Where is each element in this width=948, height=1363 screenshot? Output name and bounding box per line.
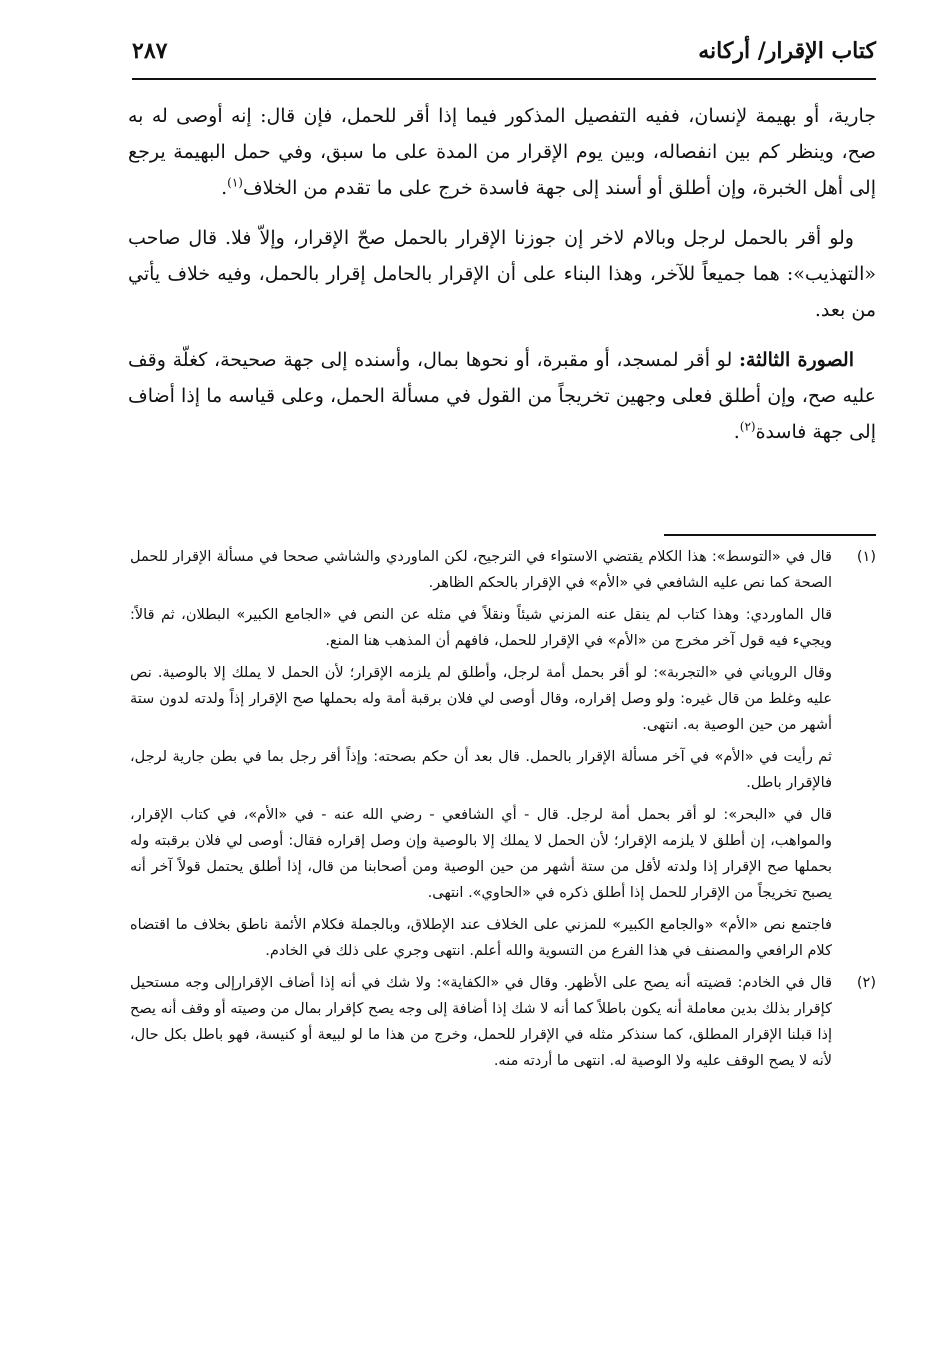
footnote-ref-2: (٢) [739,419,756,434]
footnote-1-para: قال في «التوسط»: هذا الكلام يقتضي الاستواء في الترجيح، لكن الماوردي والشاشي صححا في مسألة الإقرار للحمل الصحة كما نص عليه الشافعي في «الأم» في الإقرار بالحكم الظاهر. [130,549,832,591]
running-title: كتاب الإقرار/ أركانه [698,38,876,64]
footnote-ref-1: (١) [227,175,243,190]
paragraph-1 [128,98,876,206]
footnote-separator [664,534,876,536]
page-number: ٢٨٧ [132,38,168,64]
paragraph-3-text: لو أقر لمسجد، أو مقبرة، أو نحوها بمال، وأسنده إلى جهة صحيحة، كغلّة وقف عليه صح، وإن أطلق فعلى وجهين تخريجاً من القول في مسألة الحمل، وعلى قياسه ما إذا أضاف إلى جهة فاسدة [128,349,876,443]
paragraph-3 [128,342,876,450]
paragraph-1-end: . [221,177,228,199]
footnotes [130,544,876,1080]
footnote-1-marker: (١) [856,549,876,565]
main-text [128,98,876,464]
paragraph-1-text: جارية، أو بهيمة لإنسان، ففيه التفصيل المذكور فيما إذا أقر للحمل، فإن قال: إنه أوصى له به صح، وينظر كم بين انفصاله، وبين يوم الإقرار من المدة على ما سبق، وفي حمل البهيمة يرجع إلى أهل الخبرة، وإن أطلق أو أسند إلى جهة فاسدة خرج على ما تقدم من الخلاف [128,105,876,199]
page-header [132,34,876,80]
section-lead: الصورة الثالثة: [738,349,854,371]
footnote-1-para: وقال الروياني في «التجربة»: لو أقر بحمل أمة لرجل، وأطلق لم يلزمه الإقرار؛ لأن الحمل لا يملك إلا بالوصية. نص عليه وغلط من قال غيره: ولو وصل إقراره، وقال أوصى لي فلان برقبة أمة وله بحملها صح الإقرار إذاً ولدته لدون ستة أشهر من حين الوصية به. انتهى. [130,665,832,733]
paragraph-2: ولو أقر بالحمل لرجل وبالام لاخر إن جوزنا الإقرار بالحمل صحّ الإقرار، وإلاّ فلا. قال صاحب «التهذيب»: هما جميعاً للآخر، وهذا البناء على أن الإقرار بالحامل إقرار بالحمل، وفيه خلاف يأتي من بعد. [128,227,876,321]
footnote-2 [130,970,876,1074]
footnote-1-para: فاجتمع نص «الأم» «والجامع الكبير» للمزني على الخلاف عند الإطلاق، وبالجملة فكلام الأئمة ناطق بخلاف ما اقتضاه كلام الرافعي والمصنف في هذا الفرع من التسوية والله أعلم. انتهى وجري على ذلك في الخادم. [130,917,832,959]
footnote-1-para: قال في «البحر»: لو أقر بحمل أمة لرجل. قال - أي الشافعي - رضي الله عنه - في «الأم»، في كتاب الإقرار، والمواهب، إن أطلق لا يلزمه الإقرار؛ لأن الحمل لا يملك إلا بالوصية وإن وصل إقراره فقال: أوصى لي فلان برقبته وله بحملها صح الإقرار إذا ولدته لأقل من ستة أشهر من حين الوصية ومن أصحابنا من قال، إذا أطلق يحتمل قولاً آخر أنه يصبح تخريجاً من الإقرار للحمل إذا أطلق ذكره في «الحاوي». انتهى. [130,807,832,901]
footnote-1 [130,544,876,964]
paragraph-3-end: . [733,421,740,443]
footnote-1-para: ثم رأيت في «الأم» في آخر مسألة الإقرار بالحمل. قال بعد أن حكم بصحته: وإذاً أقر رجل بما في بطن جارية لرجل، فالإقرار باطل. [130,749,832,791]
footnote-2-marker: (٢) [856,975,876,991]
footnote-1-para: قال الماوردي: وهذا كتاب لم ينقل عنه المزني شيئاً ونقلاً في مثله عن النص في «الجامع الكبير» البطلان، ثم قالاً: ويجيء فيه قول آخر مخرج من «الأم» في الإقرار للحمل، فافهم أن المذهب هنا المنع. [130,607,832,649]
footnote-2-para: قال في الخادم: قضيته أنه يصح على الأظهر. وقال في «الكفاية»: ولا شك في أنه إذا أضاف الإقرارإلى وجه مستحيل كإقرار بذلك بدين معاملة أنه يكون باطلاً كما أنه لا شك إذا أضافة إلى وجه يصح كإقرار بمال من وصيته أو وقف أنه يصح إذا قبلنا الإقرار المطلق، كما سنذكر مثله في الإقرار للحمل، وخرج من هذا ما لو لبيعة أو كنيسة، فهو باطل بكل حال، لأنه لا يصح الوقف عليه ولا الوصية له. انتهى ما أردته منه. [130,975,832,1069]
